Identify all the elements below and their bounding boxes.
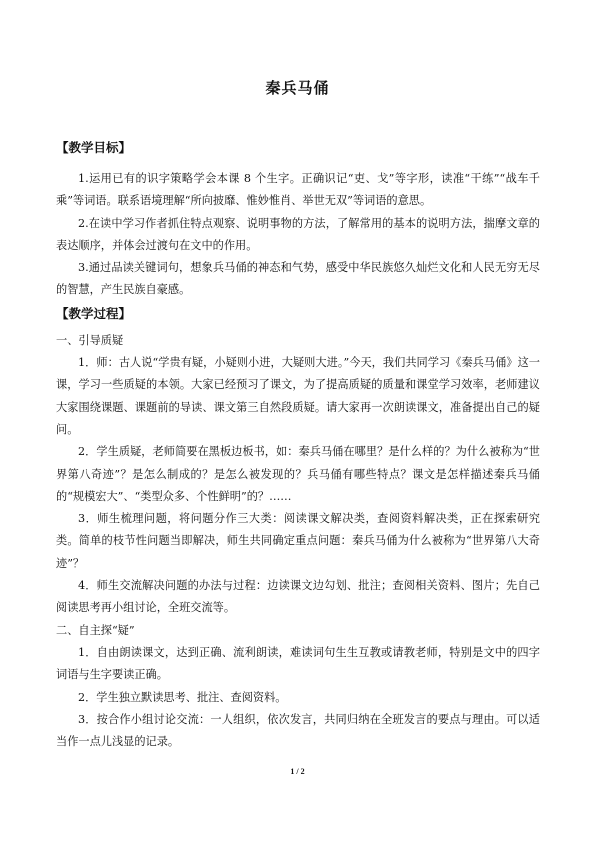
process-heading: 【教学过程】 (56, 305, 132, 321)
goals-heading: 【教学目标】 (56, 140, 132, 155)
process-item: 2．学生独立默读思考、批注、查阅资料。 (78, 690, 287, 704)
goal-item: 3.通过品读关键词句，想象兵马俑的神态和气势，感受中华民族悠久灿烂文化和人民无穷无尽的智慧，产生民族自豪感。 (56, 261, 540, 297)
process-item: 3．师生梳理问题，将问题分作三大类：阅读课文解决类，查阅资料解决类，正在探索研究类。简单的枝节性问题当即解决，师生共同确定重点问题：秦兵马俑为什么被称为“世界第八大奇迹”？ (56, 512, 540, 570)
process-item: 1．师：古人说“学贵有疑，小疑则小进，大疑则大进。”今天，我们共同学习《秦兵马俑》这一课，学习一些质疑的本领。大家已经预习了课文，为了提高质疑的质量和课堂学习效率，老师建议大家围绕课题、课题前的导读、课文第三自然段质疑。请大家再一次朗读课文，准备提出自己的疑问。 (56, 356, 540, 436)
goal-item: 2.在读中学习作者抓住特点观察、说明事物的方法，了解常用的基本的说明方法，揣摩文章的表达顺序，并体会过渡句在文中的作用。 (56, 216, 540, 252)
page-number: 1 / 2 (290, 767, 305, 776)
process-item: 1．自由朗读课文，达到正确、流利朗读，难读词句生生互教或请教老师，特别是文中的四字词语与生字要读正确。 (56, 645, 540, 682)
document-body (56, 138, 540, 753)
process-item: 4．师生交流解决问题的办法与过程：边读课文边勾划、批注；查阅相关资料、图片；先自己阅读思考再小组讨论，全班交流等。 (56, 579, 540, 615)
part2-title: 二、自主探“疑” (56, 623, 135, 637)
goals-list (56, 168, 540, 302)
process-item: 2．学生质疑，老师简要在黑板边板书，如：秦兵马俑在哪里？是什么样的？为什么被称为“世界第八奇迹”？是怎么制成的？是怎么被发现的？兵马俑有哪些特点？课文是怎样描述秦兵马俑的“规模宏大”、“类型众多、个性鲜明”的？…… (56, 445, 540, 503)
goal-item: 1.运用已有的识字策略学会本课 8 个生字。正确识记“吏、戈”等字形，读准“干练”“战车千乘”等词语。联系语境理解“所向披靡、惟妙惟肖、举世无双”等词语的意思。 (56, 172, 540, 208)
process-item: 3．按合作小组讨论交流：一人组织，依次发言，共同归纳在全班发言的要点与理由。可以适当作一点儿浅显的记录。 (56, 712, 540, 749)
document-title: 秦兵马俑 (265, 79, 330, 97)
part1-title: 一、引导质疑 (56, 333, 124, 347)
